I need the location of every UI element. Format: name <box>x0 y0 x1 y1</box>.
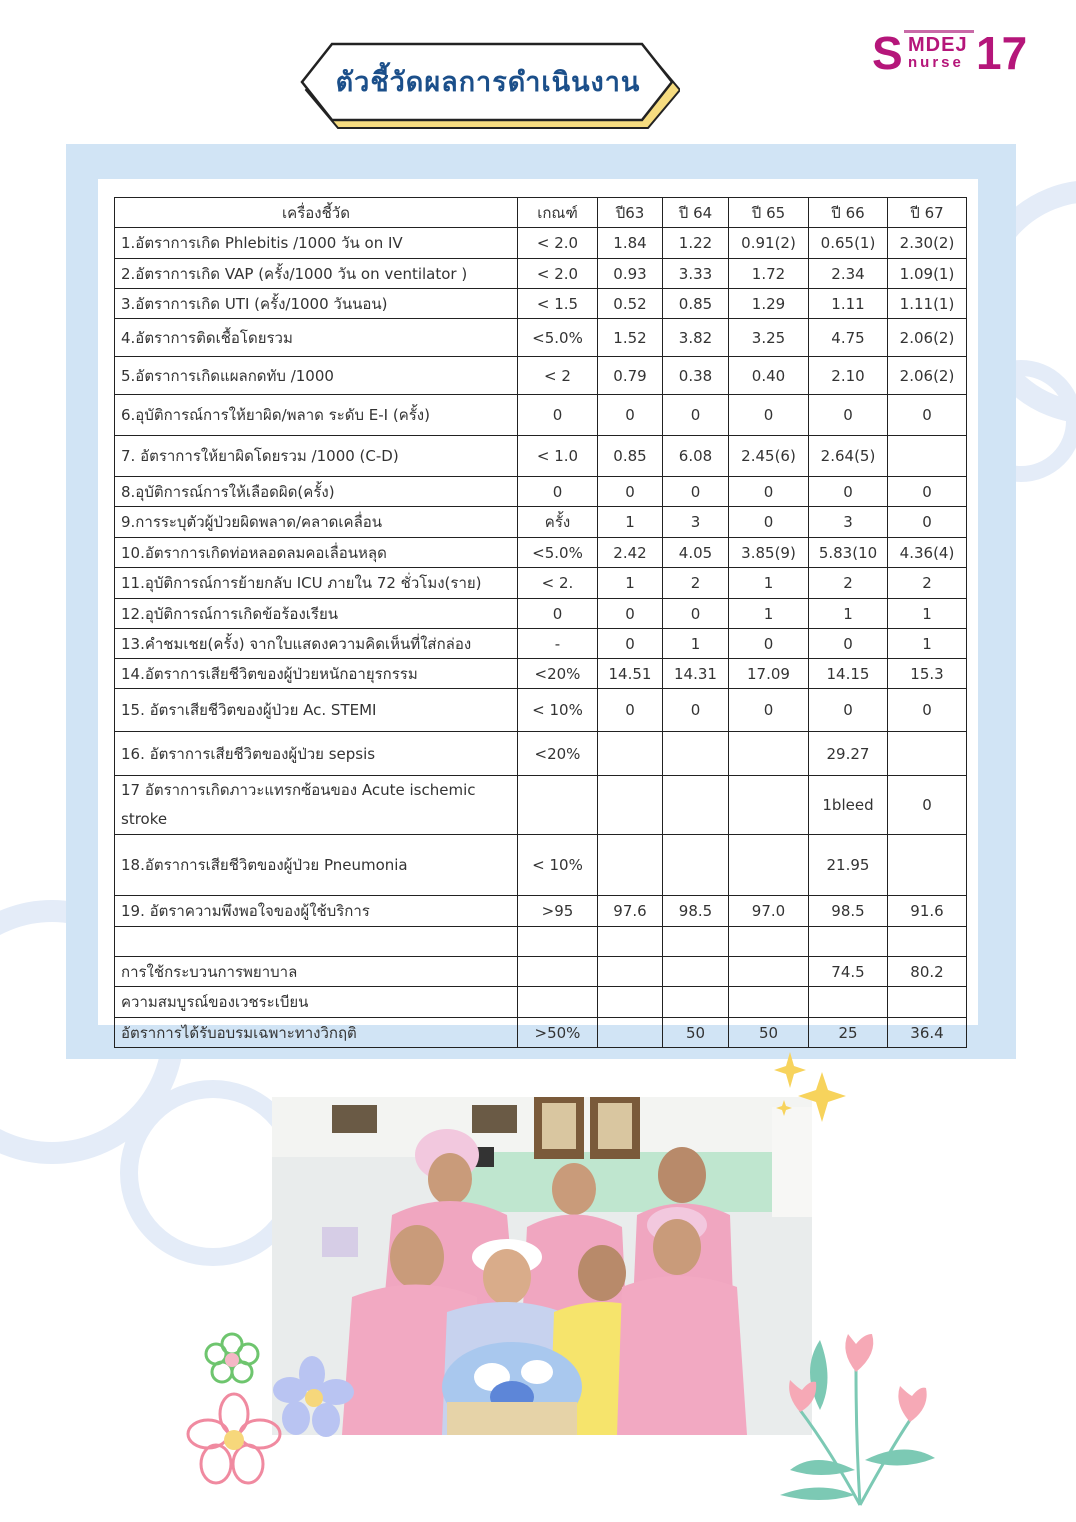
value-cell: 0 <box>598 689 663 732</box>
value-cell: 0 <box>729 507 809 538</box>
value-cell: 1.29 <box>729 289 809 319</box>
value-cell: 0 <box>598 395 663 436</box>
value-cell: 21.95 <box>809 835 888 896</box>
table-row <box>115 599 967 629</box>
value-cell: 1.84 <box>598 228 663 259</box>
indicator-cell: 9.การระบุตัวผู้ป่วยผิดพลาด/คลาดเคลื่อน <box>115 507 518 538</box>
value-cell: 1 <box>598 507 663 538</box>
value-cell <box>729 776 809 835</box>
indicator-cell: 14.อัตราการเสียชีวิตของผู้ป่วยหนักอายุรกรรม <box>115 659 518 689</box>
kpi-table-body <box>115 198 967 1048</box>
value-cell: < 10% <box>518 835 598 896</box>
indicator-cell: 2.อัตราการเกิด VAP (ครั้ง/1000 วัน on ventilator ) <box>115 259 518 289</box>
value-cell: - <box>518 629 598 659</box>
value-cell: 0 <box>729 689 809 732</box>
value-cell <box>598 1018 663 1048</box>
table-row <box>115 927 967 957</box>
table-header-cell: เกณฑ์ <box>518 198 598 228</box>
value-cell: 29.27 <box>809 732 888 776</box>
table-row <box>115 289 967 319</box>
value-cell: 3.25 <box>729 319 809 357</box>
value-cell <box>809 927 888 957</box>
value-cell: 0 <box>663 689 729 732</box>
value-cell: 2.30(2) <box>888 228 967 259</box>
value-cell: 1.09(1) <box>888 259 967 289</box>
indicator-cell <box>115 927 518 957</box>
value-cell <box>598 732 663 776</box>
indicator-cell: การใช้กระบวนการพยาบาล <box>115 957 518 987</box>
value-cell: 14.15 <box>809 659 888 689</box>
value-cell: 15.3 <box>888 659 967 689</box>
indicator-cell: 13.คำชมเชย(ครั้ง) จากใบแสดงความคิดเห็นที่ใส่กล่อง <box>115 629 518 659</box>
value-cell: 98.5 <box>663 896 729 927</box>
indicator-cell: 4.อัตราการติดเชื้อโดยรวม <box>115 319 518 357</box>
page-title: ตัวชี้วัดผลการดำเนินงาน <box>335 67 641 98</box>
indicator-cell: อัตราการได้รับอบรมเฉพาะทางวิกฤติ <box>115 1018 518 1048</box>
value-cell: < 2.0 <box>518 259 598 289</box>
flower-icon <box>186 1322 366 1492</box>
table-row <box>115 477 967 507</box>
value-cell: 1 <box>809 599 888 629</box>
indicator-cell: 3.อัตราการเกิด UTI (ครั้ง/1000 วันนอน) <box>115 289 518 319</box>
table-row <box>115 436 967 477</box>
value-cell <box>598 927 663 957</box>
value-cell <box>663 776 729 835</box>
value-cell: 91.6 <box>888 896 967 927</box>
table-row <box>115 1018 967 1048</box>
table-row <box>115 319 967 357</box>
value-cell: 1bleed <box>809 776 888 835</box>
table-row <box>115 629 967 659</box>
table-row <box>115 395 967 436</box>
value-cell: 0 <box>598 629 663 659</box>
table-row <box>115 538 967 568</box>
value-cell <box>518 776 598 835</box>
kpi-table <box>114 197 967 1048</box>
value-cell: 0 <box>663 395 729 436</box>
value-cell: 0 <box>729 477 809 507</box>
value-cell: 98.5 <box>809 896 888 927</box>
value-cell: 3.33 <box>663 259 729 289</box>
value-cell: 1 <box>888 599 967 629</box>
indicator-cell: 18.อัตราการเสียชีวิตของผู้ป่วย Pneumonia <box>115 835 518 896</box>
indicator-cell: 19. อัตราความพึงพอใจของผู้ใช้บริการ <box>115 896 518 927</box>
somdej-nurse-logo <box>872 26 1042 86</box>
value-cell <box>663 927 729 957</box>
value-cell <box>729 987 809 1018</box>
value-cell: 0.38 <box>663 357 729 395</box>
logo-number: 17 <box>976 27 1028 79</box>
value-cell: 6.08 <box>663 436 729 477</box>
table-row <box>115 689 967 732</box>
value-cell <box>663 835 729 896</box>
value-cell <box>518 927 598 957</box>
value-cell <box>663 957 729 987</box>
value-cell <box>888 927 967 957</box>
value-cell <box>663 987 729 1018</box>
value-cell: 0.93 <box>598 259 663 289</box>
indicator-cell: 6.อุบัติการณ์การให้ยาผิด/พลาด ระดับ E-I (ครั้ง) <box>115 395 518 436</box>
value-cell <box>518 957 598 987</box>
indicator-cell: 17 อัตราการเกิดภาวะแทรกซ้อนของ Acute ischemic stroke <box>115 776 518 835</box>
value-cell: 1.72 <box>729 259 809 289</box>
value-cell: 0 <box>729 629 809 659</box>
value-cell: 50 <box>663 1018 729 1048</box>
value-cell: < 1.5 <box>518 289 598 319</box>
indicator-cell: 5.อัตราการเกิดแผลกดทับ /1000 <box>115 357 518 395</box>
value-cell: 0 <box>809 629 888 659</box>
indicator-cell: 8.อุบัติการณ์การให้เลือดผิด(ครั้ง) <box>115 477 518 507</box>
sparkle-icon <box>772 1050 852 1130</box>
value-cell: 0 <box>518 477 598 507</box>
value-cell: 5.83(10 <box>809 538 888 568</box>
value-cell: <20% <box>518 659 598 689</box>
table-row <box>115 987 967 1018</box>
value-cell: < 2.0 <box>518 228 598 259</box>
indicator-cell: 7. อัตราการให้ยาผิดโดยรวม /1000 (C-D) <box>115 436 518 477</box>
value-cell: <5.0% <box>518 538 598 568</box>
value-cell: 0 <box>888 395 967 436</box>
value-cell: 2.10 <box>809 357 888 395</box>
value-cell: < 2. <box>518 568 598 599</box>
value-cell <box>888 436 967 477</box>
logo-s: S <box>872 27 903 79</box>
value-cell: 2 <box>663 568 729 599</box>
value-cell: 0 <box>598 477 663 507</box>
value-cell <box>598 835 663 896</box>
value-cell: 80.2 <box>888 957 967 987</box>
table-header-cell: ปี 67 <box>888 198 967 228</box>
logo-mdej: MDEJ <box>908 34 968 56</box>
value-cell: 4.75 <box>809 319 888 357</box>
value-cell <box>729 835 809 896</box>
logo-nurse: nurse <box>908 54 964 71</box>
table-row <box>115 259 967 289</box>
value-cell <box>888 732 967 776</box>
value-cell: 3.82 <box>663 319 729 357</box>
value-cell: 1.52 <box>598 319 663 357</box>
value-cell: <20% <box>518 732 598 776</box>
table-header-cell: ปี 65 <box>729 198 809 228</box>
table-row <box>115 957 967 987</box>
value-cell: 0.79 <box>598 357 663 395</box>
table-row <box>115 357 967 395</box>
value-cell: 2.06(2) <box>888 319 967 357</box>
tulip-icon <box>760 1330 960 1510</box>
value-cell: 2.45(6) <box>729 436 809 477</box>
table-row <box>115 732 967 776</box>
value-cell: 0 <box>888 507 967 538</box>
value-cell: 25 <box>809 1018 888 1048</box>
value-cell: 0.40 <box>729 357 809 395</box>
flowers-left-decoration <box>186 1322 366 1492</box>
value-cell: 0 <box>518 395 598 436</box>
value-cell: 97.6 <box>598 896 663 927</box>
value-cell: 3 <box>809 507 888 538</box>
table-row <box>115 568 967 599</box>
value-cell: 1.22 <box>663 228 729 259</box>
value-cell: 0 <box>663 477 729 507</box>
value-cell: 0.85 <box>598 436 663 477</box>
value-cell: 0.85 <box>663 289 729 319</box>
value-cell: 74.5 <box>809 957 888 987</box>
value-cell <box>729 732 809 776</box>
value-cell <box>888 835 967 896</box>
value-cell: 1.11(1) <box>888 289 967 319</box>
table-header-cell: เครื่องชี้วัด <box>115 198 518 228</box>
value-cell: 1.11 <box>809 289 888 319</box>
table-row <box>115 507 967 538</box>
value-cell: 36.4 <box>888 1018 967 1048</box>
value-cell <box>729 957 809 987</box>
value-cell: 50 <box>729 1018 809 1048</box>
value-cell: ครั้ง <box>518 507 598 538</box>
value-cell: 0 <box>518 599 598 629</box>
value-cell: 0 <box>809 395 888 436</box>
value-cell: 3 <box>663 507 729 538</box>
value-cell <box>598 957 663 987</box>
value-cell: 1 <box>729 599 809 629</box>
value-cell: 0 <box>809 689 888 732</box>
value-cell: < 2 <box>518 357 598 395</box>
value-cell: 0 <box>809 477 888 507</box>
value-cell: < 1.0 <box>518 436 598 477</box>
value-cell: 3.85(9) <box>729 538 809 568</box>
value-cell: 0 <box>729 395 809 436</box>
value-cell: 1 <box>663 629 729 659</box>
value-cell: 1 <box>598 568 663 599</box>
value-cell: >50% <box>518 1018 598 1048</box>
indicator-cell: 1.อัตราการเกิด Phlebitis /1000 วัน on IV <box>115 228 518 259</box>
indicator-cell: 15. อัตราเสียชีวิตของผู้ป่วย Ac. STEMI <box>115 689 518 732</box>
value-cell <box>888 987 967 1018</box>
value-cell: 1 <box>729 568 809 599</box>
value-cell: 2 <box>888 568 967 599</box>
indicator-cell: ความสมบูรณ์ของเวชระเบียน <box>115 987 518 1018</box>
value-cell: 14.31 <box>663 659 729 689</box>
value-cell: 4.36(4) <box>888 538 967 568</box>
value-cell <box>598 776 663 835</box>
value-cell: < 10% <box>518 689 598 732</box>
value-cell: 14.51 <box>598 659 663 689</box>
value-cell: 2 <box>809 568 888 599</box>
value-cell <box>518 987 598 1018</box>
title-banner <box>300 40 680 130</box>
table-header-cell: ปี 64 <box>663 198 729 228</box>
table-row <box>115 835 967 896</box>
value-cell <box>729 927 809 957</box>
value-cell: 2.42 <box>598 538 663 568</box>
value-cell: 2.06(2) <box>888 357 967 395</box>
table-row <box>115 896 967 927</box>
value-cell: 2.64(5) <box>809 436 888 477</box>
sparkles-decoration <box>772 1050 852 1130</box>
value-cell: 0 <box>888 689 967 732</box>
table-row <box>115 776 967 835</box>
flowers-right-decoration <box>760 1330 960 1510</box>
value-cell: 1 <box>888 629 967 659</box>
indicator-cell: 12.อุบัติการณ์การเกิดข้อร้องเรียน <box>115 599 518 629</box>
table-header-row <box>115 198 967 228</box>
value-cell: 0.91(2) <box>729 228 809 259</box>
value-cell: 17.09 <box>729 659 809 689</box>
value-cell <box>598 987 663 1018</box>
logo-line <box>904 30 974 33</box>
value-cell: >95 <box>518 896 598 927</box>
value-cell <box>809 987 888 1018</box>
value-cell: 0 <box>663 599 729 629</box>
value-cell: 0.52 <box>598 289 663 319</box>
value-cell: 0 <box>888 477 967 507</box>
table-header-cell: ปี 66 <box>809 198 888 228</box>
value-cell: 0.65(1) <box>809 228 888 259</box>
value-cell <box>663 732 729 776</box>
indicator-cell: 10.อัตราการเกิดท่อหลอดลมคอเลื่อนหลุด <box>115 538 518 568</box>
table-header-cell: ปี63 <box>598 198 663 228</box>
value-cell: 2.34 <box>809 259 888 289</box>
indicator-cell: 11.อุบัติการณ์การย้ายกลับ ICU ภายใน 72 ชั่วโมง(ราย) <box>115 568 518 599</box>
value-cell: 97.0 <box>729 896 809 927</box>
indicator-cell: 16. อัตราการเสียชีวิตของผู้ป่วย sepsis <box>115 732 518 776</box>
value-cell: <5.0% <box>518 319 598 357</box>
value-cell: 0 <box>598 599 663 629</box>
table-row <box>115 659 967 689</box>
table-row <box>115 228 967 259</box>
value-cell: 0 <box>888 776 967 835</box>
value-cell: 4.05 <box>663 538 729 568</box>
